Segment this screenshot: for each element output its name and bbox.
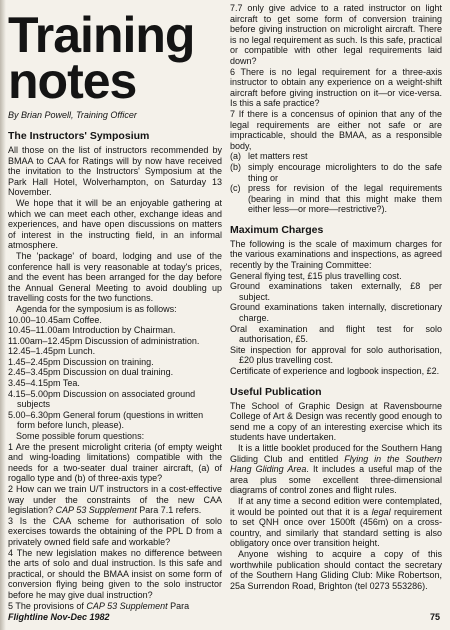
agenda-item: 5.00–6.30pm General forum (questions in written form before lunch, please).: [8, 409, 204, 431]
option-label: (b): [230, 161, 241, 172]
paragraph: We hope that it will be an enjoyable gathering at which we can meet each other, exchange ideas and experiences, and have open discussions on matters of interest in the instructing field, in an informal atmosphere.: [8, 197, 222, 251]
option-item: [230, 151, 442, 162]
option-list: [230, 151, 442, 215]
option-text: let matters rest: [248, 151, 308, 162]
option-item: [230, 162, 442, 183]
title-line-1: Training: [8, 7, 195, 63]
left-column: [8, 7, 222, 611]
agenda-item: 4.15–5.00pm Discussion on associated ground subjects: [8, 388, 196, 410]
question-item: 3 Is the CAA scheme for authorisation of solo exercises towards the obtaining of the PPL D from a privately owned field safe and workable?: [8, 515, 222, 547]
paragraph: All those on the list of instructors recommended by BMAA to CAA for Ratings will by now have received the invitation to the Instructors' Symposium at the Park Hall Hotel, Wolverhampton, on Saturday 13 November.: [8, 145, 222, 198]
text-run: It is a little booklet produced for the Southern Hang Gliding Club and entitled: [230, 442, 442, 464]
paragraph: Anyone wishing to acquire a copy of this worthwhile publication should contact the secretary of the Southern Hang Gliding Club: Mike Robertson, 25a Surrendon Road, Brighton (tel 0273 553286).: [230, 548, 442, 591]
charge-item: Ground examinations taken internally, discretionary charge.: [230, 302, 442, 324]
booklet-title: Flying in the Southern Hang Gliding Area: [230, 453, 442, 475]
paragraph: The following is the scale of maximum charges for the various examinations and inspections, as agreed recently by the Training Committee:: [230, 238, 442, 271]
byline: By Brian Powell, Training Officer: [8, 110, 137, 120]
question-text: 5 The provisions of: [8, 600, 87, 611]
charge-item: Certificate of experience and logbook inspection, £2.: [230, 366, 440, 376]
charge-item: Site inspection for approval for solo authorisation, £20 plus travelling cost.: [230, 344, 442, 366]
charge-item: General flying test, £15 plus travelling cost.: [230, 270, 402, 281]
section-heading-publication: Useful Publication: [230, 385, 322, 398]
agenda-item: 3.45–4.15pm Tea.: [8, 378, 80, 389]
charge-item: Ground examinations taken externally, £8 per subject.: [230, 281, 442, 302]
question-item: [8, 601, 222, 612]
question-item: [8, 484, 222, 516]
paragraph: [230, 443, 442, 496]
question-item: 1 Are the present microlight criteria (of empty weight and wing-loading limitations) compatible with the needs for a two-seater dual trainer aircraft, (a) of rogallo type and (b) of three-axis type?: [8, 441, 222, 484]
paragraph: Some possible forum questions:: [16, 431, 145, 442]
question-text: 2 How can we train U/T instructors in a cost-effective way under the constraints of the new CAA legislation?: [8, 484, 222, 516]
option-label: (c): [230, 183, 241, 194]
paragraph: [230, 496, 442, 549]
option-text: press for revision of the legal requirements (bearing in mind that this might make them either less—or more—restrictive?).: [248, 183, 442, 215]
question-text: Para: [167, 600, 190, 611]
agenda-item: 12.45–1.45pm Lunch.: [8, 346, 96, 357]
agenda-item: 1.45–2.45pm Discussion on training.: [8, 356, 154, 367]
reference: CAP 53 Supplement: [86, 600, 168, 611]
agenda-item: 10.45–11.00am Introduction by Chairman.: [8, 325, 176, 336]
emphasis: legal: [371, 506, 391, 517]
question-item: 7 If there is a concensus of opinion that any of the legal requirements are either not safe or are impracticable, should the BMAA, as a responsible body,: [230, 108, 442, 151]
footer-magazine: Flightline Nov-Dec 1982: [8, 612, 110, 622]
forum-questions: [8, 442, 222, 612]
paragraph: Agenda for the symposium is as follows:: [16, 303, 177, 314]
reference: CAP 53 Supplement: [55, 505, 137, 516]
agenda-item: 11.00am–12.45pm Discussion of administration.: [8, 335, 200, 346]
option-item: [230, 183, 442, 215]
charge-item: Oral examination and flight test for solo authorisation, £5.: [230, 323, 442, 345]
article-title: [8, 7, 222, 109]
text-run: . It includes a useful map of the area plus some excellent three-dimensional diagrams of control zones and flight rules.: [230, 464, 442, 496]
paragraph: 7.7 only give advice to a rated instructor on light aircraft to get some form of conversion training before giving instruction on microlight aircraft. There is no legal requirement as such. Is this safe, practical or compatible with other legal requirements laid down?: [230, 3, 442, 66]
question-item: 6 There is no legal requirement for a three-axis instructor to obtain any experience on a weight-shift aircraft before giving instruction on it—or vice-versa. Is this a safe practice?: [230, 66, 442, 109]
title-line-2: notes: [8, 53, 137, 109]
option-label: (a): [230, 151, 241, 162]
paragraph: The 'package' of board, lodging and use of the conference hall is very reasonable at today's prices, and the event has been arranged for the day before the Annual General Meeting to avoid doubling up travelling costs for the two functions.: [8, 250, 222, 304]
section-heading-charges: Maximum Charges: [230, 223, 324, 236]
page-number: 75: [429, 612, 440, 622]
option-text: simply encourage microlighters to do the safe thing or: [248, 161, 442, 183]
agenda-item: 10.00–10.45am Coffee.: [8, 314, 102, 325]
question-text: Para 7.1 refers.: [136, 505, 202, 516]
page-gutter-shadow: [0, 0, 6, 630]
right-column: [230, 3, 442, 591]
question-item: 4 The new legislation makes no difference between the arts of solo and dual instruction. Is this safe and practical, or should the BMAA insist on some form of conversion flying being given to the solo instructor before he may give dual instruction?: [8, 547, 222, 600]
charges-list: [230, 271, 442, 377]
agenda-list: [8, 315, 222, 432]
agenda-item: 2.45–3.45pm Discussion on dual training.: [8, 367, 174, 378]
text-run: If at any time a second edition were contemplated, it would be pointed out that it is a: [230, 495, 442, 517]
section-heading-symposium: The Instructors' Symposium: [8, 130, 150, 142]
paragraph: The School of Graphic Design at Ravensbourne College of Art & Design was recently good enough to send me a copy of an interesting exercise which its students have undertaken.: [230, 400, 442, 443]
text-run: requirement to set QNH once over 1500ft (456m) on a cross-country, and similarly that standard setting is also obligatory once over transition height.: [230, 506, 442, 549]
